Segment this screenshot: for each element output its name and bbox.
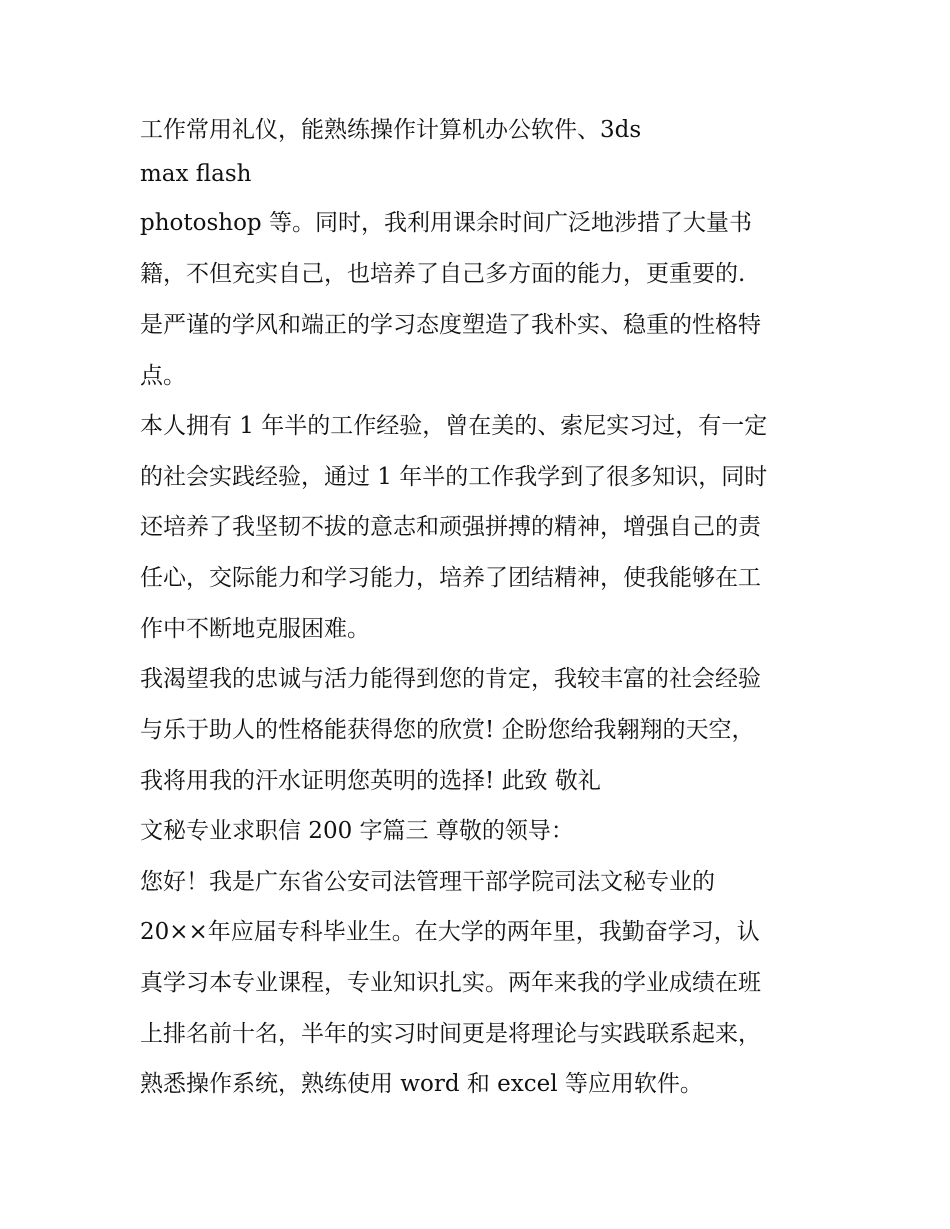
text-line: 真学习本专业课程，专业知识扎实。两年来我的学业成绩在班	[140, 970, 761, 996]
text-line: 20××年应届专科毕业生。在大学的两年里，我勤奋学习，认	[140, 919, 760, 945]
text-line: 是严谨的学风和端正的学习态度塑造了我朴实、稳重的性格特	[140, 312, 761, 338]
text-line: 还培养了我坚韧不拔的意志和顽强拼搏的精神，增强自己的责	[140, 514, 761, 540]
text-line: max flash	[140, 161, 252, 187]
text-line: 作中不断地克服困难。	[140, 616, 370, 642]
text-line: 籍，不但充实自己，也培养了自己多方面的能力，更重要的.	[140, 261, 746, 287]
text-line: 点。	[140, 363, 186, 389]
text-line: 熟悉操作系统，熟练使用 word 和 excel 等应用软件。	[140, 1071, 703, 1097]
text-line: 我渴望我的忠诚与活力能得到您的肯定，我较丰富的社会经验	[140, 666, 761, 692]
text-line: 文秘专业求职信 200 字篇三 尊敬的领导：	[140, 818, 574, 844]
text-line: 我将用我的汗水证明您英明的选择! 此致 敬礼	[140, 768, 601, 794]
text-line: 的社会实践经验，通过 1 年半的工作我学到了很多知识，同时	[140, 464, 768, 490]
text-line: 您好！我是广东省公安司法管理干部学院司法文秘专业的	[140, 869, 715, 895]
text-line: 本人拥有 1 年半的工作经验，曾在美的、索尼实习过，有一定	[140, 413, 768, 439]
text-line: 与乐于助人的性格能获得您的欣赏! 企盼您给我翱翔的天空，	[140, 717, 755, 743]
text-line: 任心，交际能力和学习能力，培养了团结精神，使我能够在工	[140, 565, 761, 591]
text-line: 工作常用礼仪，能熟练操作计算机办公软件、3ds	[140, 117, 642, 143]
text-line: photoshop 等。同时，我利用课余时间广泛地涉措了大量书	[140, 210, 752, 236]
text-line: 上排名前十名，半年的实习时间更是将理论与实践联系起来，	[140, 1021, 761, 1047]
